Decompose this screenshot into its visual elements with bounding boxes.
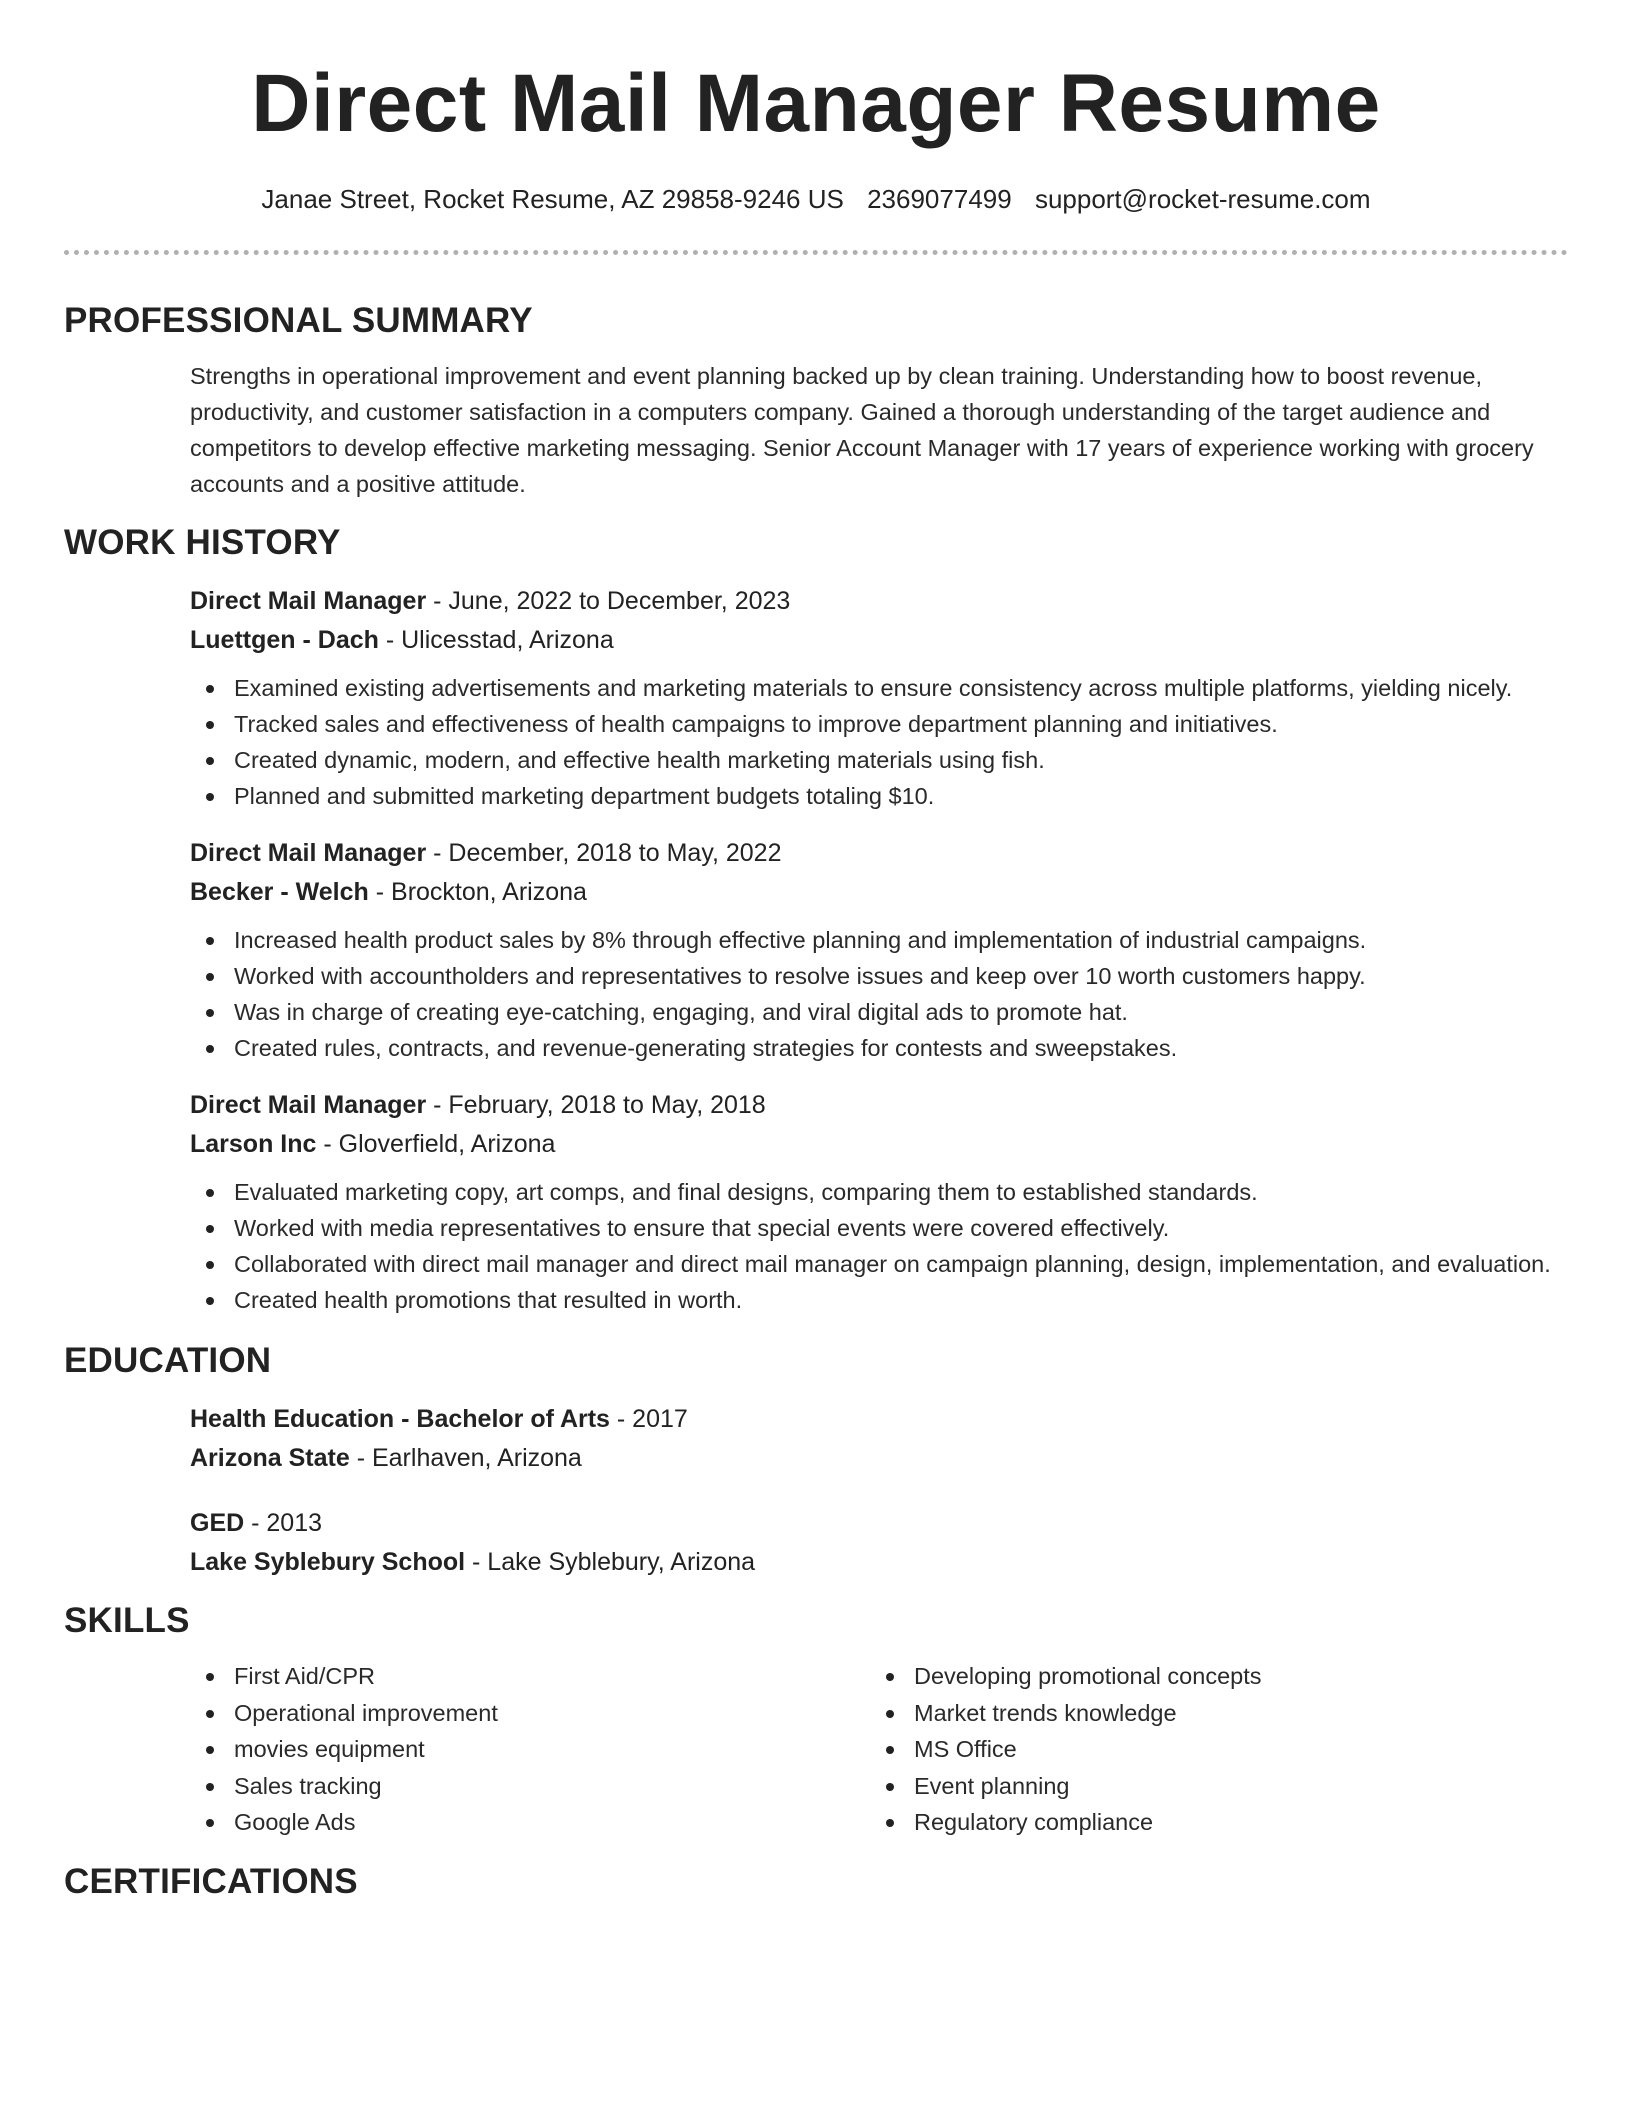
job-title-line [190, 1086, 1568, 1125]
job-bullet: Created dynamic, modern, and effective health marketing materials using fish. [190, 742, 1568, 778]
job-bullet: Collaborated with direct mail manager and direct mail manager on campaign planning, design, implementation, and evaluation. [190, 1246, 1568, 1282]
resume-content [64, 298, 1568, 1905]
job-company-line [190, 621, 1568, 660]
education-degree-line [190, 1400, 1568, 1439]
skill-item: Regulatory compliance [870, 1804, 1550, 1841]
job-entry [190, 834, 1568, 1066]
education-location: - Lake Syblebury, Arizona [465, 1548, 756, 1576]
job-role: Direct Mail Manager [190, 1091, 427, 1119]
skills-column-left [190, 1658, 870, 1841]
skills-heading: SKILLS [64, 1601, 190, 1640]
education-year: - 2013 [244, 1509, 323, 1537]
job-company: Luettgen - Dach [190, 626, 379, 654]
education-degree: GED [190, 1509, 245, 1537]
skill-item: MS Office [870, 1731, 1550, 1768]
skill-item: Market trends knowledge [870, 1695, 1550, 1732]
education-year: - 2017 [609, 1405, 688, 1433]
summary-section [64, 298, 1568, 502]
job-bullet: Evaluated marketing copy, art comps, and final designs, comparing them to established standards. [190, 1174, 1568, 1210]
job-location: - Ulicesstad, Arizona [378, 626, 614, 654]
job-company: Becker - Welch [190, 878, 369, 906]
job-bullet: Was in charge of creating eye-catching, engaging, and viral digital ads to promote hat. [190, 994, 1568, 1030]
job-location: - Brockton, Arizona [368, 878, 587, 906]
job-dates: - February, 2018 to May, 2018 [426, 1091, 766, 1119]
education-entry [190, 1504, 1568, 1582]
skills-section [64, 1598, 1568, 1841]
education-section [64, 1338, 1568, 1582]
education-heading: EDUCATION [64, 1341, 272, 1380]
education-school: Lake Syblebury School [190, 1548, 466, 1576]
contact-phone: 2369077499 [867, 184, 1012, 214]
job-bullet: Examined existing advertisements and marketing materials to ensure consistency across multiple platforms, yielding nicely. [190, 670, 1568, 706]
summary-text: Strengths in operational improvement and event planning backed up by clean training. Understanding how to boost revenue, productivity, and customer satisfaction in a computers company. Gained a thorough understanding of the target audience and competitors to develop effective marketing messaging. Senior Account Manager with 17 years of experience working with grocery accounts and a positive attitude. [190, 363, 1534, 497]
resume-title: Direct Mail Manager Resume [251, 58, 1381, 149]
skills-grid [190, 1658, 1568, 1841]
education-degree-line [190, 1504, 1568, 1543]
education-school-line [190, 1439, 1568, 1478]
work-history-heading: WORK HISTORY [64, 523, 341, 562]
education-entry [190, 1400, 1568, 1478]
job-title-line [190, 582, 1568, 621]
job-bullet: Created health promotions that resulted in worth. [190, 1282, 1568, 1318]
skill-item: Google Ads [190, 1804, 870, 1841]
job-bullet: Worked with accountholders and representatives to resolve issues and keep over 10 worth customers happy. [190, 958, 1568, 994]
job-entry [190, 582, 1568, 814]
education-school-line [190, 1543, 1568, 1582]
job-role: Direct Mail Manager [190, 587, 427, 615]
summary-heading: PROFESSIONAL SUMMARY [64, 301, 533, 340]
job-entry [190, 1086, 1568, 1318]
job-bullets [190, 1174, 1568, 1318]
contact-email: support@rocket-resume.com [1034, 184, 1371, 214]
header-divider [64, 250, 1568, 255]
education-school: Arizona State [190, 1444, 350, 1472]
job-bullet: Worked with media representatives to ensure that special events were covered effectively. [190, 1210, 1568, 1246]
skill-item: Event planning [870, 1768, 1550, 1805]
skill-item: movies equipment [190, 1731, 870, 1768]
skill-item: Operational improvement [190, 1695, 870, 1732]
certifications-heading: CERTIFICATIONS [64, 1861, 358, 1901]
job-bullets [190, 922, 1568, 1066]
certifications-section [64, 1859, 1568, 1905]
job-bullet: Planned and submitted marketing department budgets totaling $10. [190, 778, 1568, 814]
education-degree: Health Education - Bachelor of Arts [190, 1405, 610, 1433]
skill-item: Sales tracking [190, 1768, 870, 1805]
job-company: Larson Inc [190, 1130, 317, 1158]
work-history-section [64, 520, 1568, 1318]
education-location: - Earlhaven, Arizona [349, 1444, 582, 1472]
job-company-line [190, 1125, 1568, 1164]
job-role: Direct Mail Manager [190, 839, 427, 867]
job-company-line [190, 873, 1568, 912]
contact-line [0, 182, 1632, 216]
skill-item: First Aid/CPR [190, 1658, 870, 1695]
job-bullet: Tracked sales and effectiveness of health campaigns to improve department planning and initiatives. [190, 706, 1568, 742]
job-location: - Gloverfield, Arizona [316, 1130, 556, 1158]
contact-address: Janae Street, Rocket Resume, AZ 29858-9246 US [261, 184, 844, 214]
job-bullet: Increased health product sales by 8% through effective planning and implementation of industrial campaigns. [190, 922, 1568, 958]
job-bullets [190, 670, 1568, 814]
job-dates: - June, 2022 to December, 2023 [426, 587, 791, 615]
job-title-line [190, 834, 1568, 873]
skills-column-right [870, 1658, 1550, 1841]
job-bullet: Created rules, contracts, and revenue-generating strategies for contests and sweepstakes. [190, 1030, 1568, 1066]
job-dates: - December, 2018 to May, 2022 [426, 839, 782, 867]
skill-item: Developing promotional concepts [870, 1658, 1550, 1695]
